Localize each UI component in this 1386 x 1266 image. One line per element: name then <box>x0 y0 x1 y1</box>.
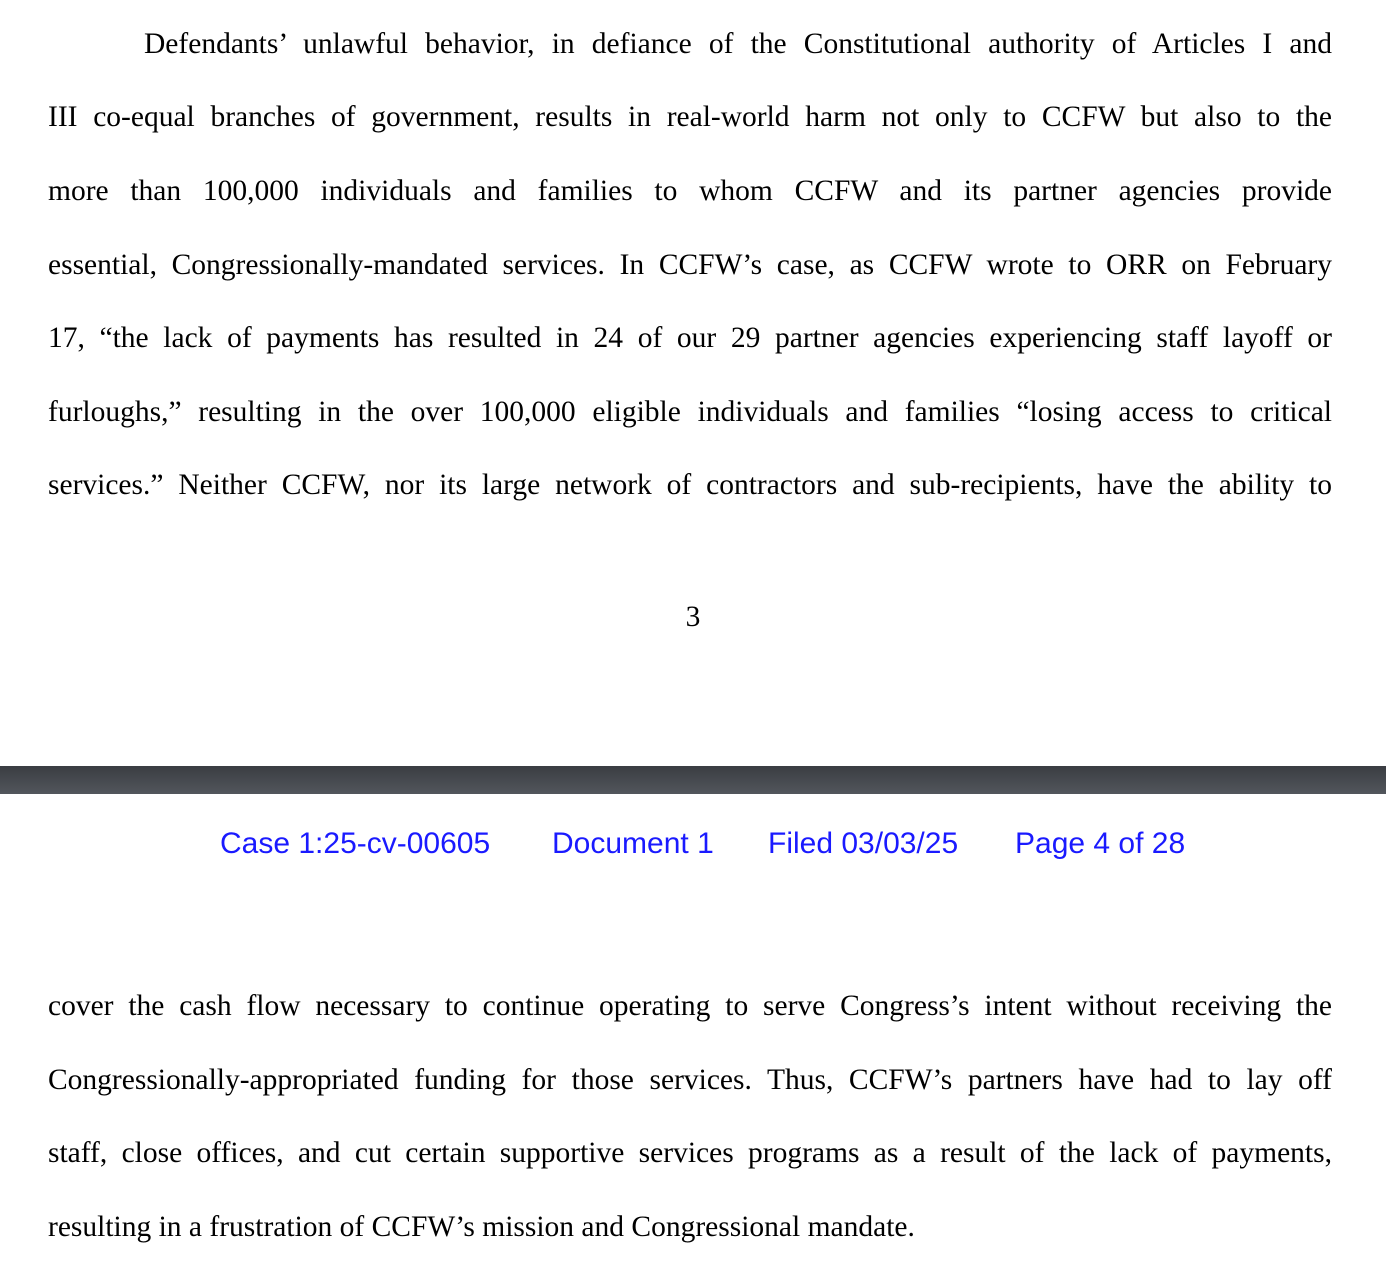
filed-date: Filed 03/03/25 <box>768 827 959 860</box>
paragraph-line: resulting in a frustration of CCFW’s mission and Congressional mandate. <box>48 1211 915 1243</box>
paragraph-line: more than 100,000 individuals and families to whom CCFW and its partner agencies provide <box>48 175 1332 207</box>
paragraph-line: 17, “the lack of payments has resulted in 24 of our 29 partner agencies experiencing staff layoff or <box>48 322 1332 354</box>
paragraph-line: Defendants’ unlawful behavior, in defiance of the Constitutional authority of Articles I and <box>144 28 1332 60</box>
page-indicator: Page 4 of 28 <box>1015 827 1186 860</box>
page-divider <box>0 766 1386 794</box>
case-number: Case 1:25-cv-00605 <box>220 827 491 860</box>
paragraph-line: staff, close offices, and cut certain supportive services programs as a result of the lack of payments, <box>48 1137 1332 1169</box>
paragraph-line: services.” Neither CCFW, nor its large network of contractors and sub-recipients, have the ability to <box>48 469 1332 501</box>
page-number: 3 <box>685 601 701 633</box>
case-header <box>0 822 1386 866</box>
paragraph-line: Congressionally-appropriated funding for those services. Thus, CCFW’s partners have had to lay off <box>48 1064 1332 1096</box>
paragraph-line: essential, Congressionally-mandated services. In CCFW’s case, as CCFW wrote to ORR on February <box>48 249 1332 281</box>
paragraph-line: furloughs,” resulting in the over 100,000 eligible individuals and families “losing access to critical <box>48 396 1332 428</box>
paragraph-line: cover the cash flow necessary to continue operating to serve Congress’s intent without receiving the <box>48 990 1332 1022</box>
document-number: Document 1 <box>552 827 714 860</box>
paragraph-line: III co-equal branches of government, results in real-world harm not only to CCFW but also to the <box>48 101 1332 133</box>
